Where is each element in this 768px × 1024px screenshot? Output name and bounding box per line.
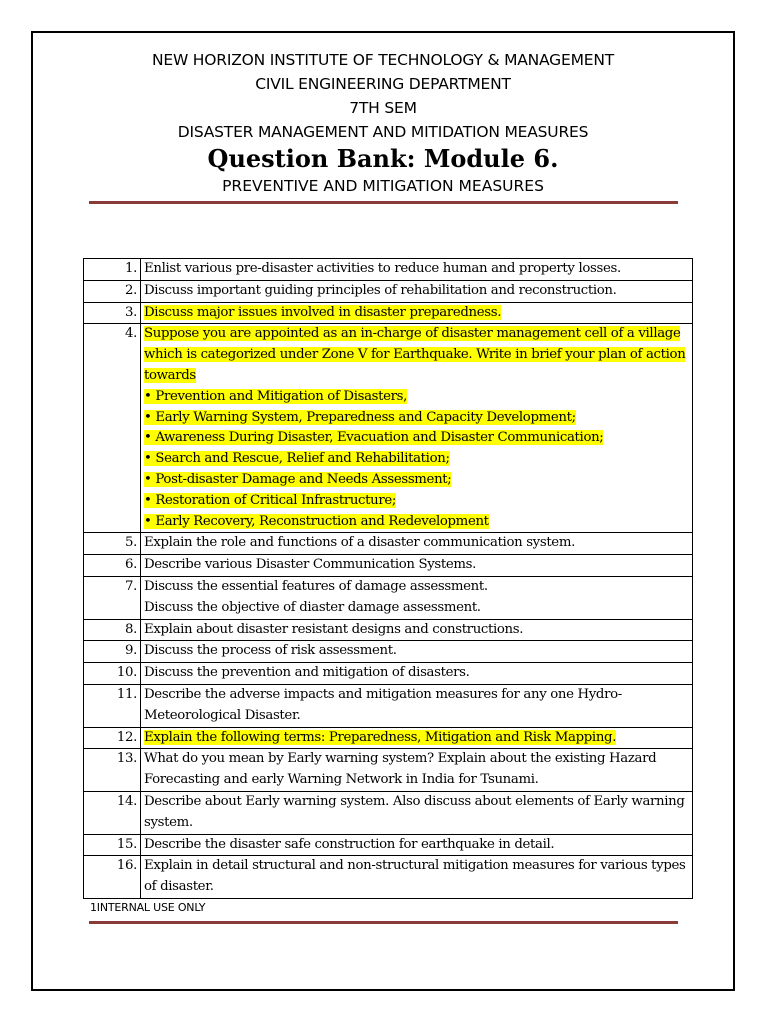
question-text: Suppose you are appointed as an in-charge of disaster management cell of a village which is categorized under Zone V for Earthquake. Write in brief your plan of action towards — [144, 326, 686, 383]
question-number: 16. — [84, 856, 141, 899]
question-text: Describe about Early warning system. Also discuss about elements of Early warning system. — [141, 791, 693, 834]
list-item — [144, 491, 690, 512]
question-text: Describe various Disaster Communication Systems. — [141, 555, 693, 577]
question-number: 13. — [84, 749, 141, 792]
question-number: 4. — [84, 324, 141, 533]
semester-label: 7TH SEM — [349, 99, 417, 117]
table-row — [84, 749, 693, 792]
question-cell — [141, 727, 693, 749]
question-number: 7. — [84, 576, 141, 619]
question-cell — [141, 324, 693, 533]
question-number: 11. — [84, 684, 141, 727]
question-text: Describe the adverse impacts and mitigation measures for any one Hydro-Meteorological Disaster. — [141, 684, 693, 727]
list-item — [144, 512, 690, 533]
table-row — [84, 555, 693, 577]
question-text: Explain the role and functions of a disaster communication system. — [141, 533, 693, 555]
table-row — [84, 856, 693, 899]
table-row — [84, 280, 693, 302]
question-number: 8. — [84, 619, 141, 641]
table-row — [84, 791, 693, 834]
list-item — [144, 408, 690, 429]
question-number: 6. — [84, 555, 141, 577]
subject-name: DISASTER MANAGEMENT AND MITIDATION MEASURES — [177, 123, 589, 141]
table-row — [84, 727, 693, 749]
question-text: Discuss the process of risk assessment. — [141, 641, 693, 663]
bullet-text: • Awareness During Disaster, Evacuation and Disaster Communication; — [144, 430, 604, 446]
footer-note: 1INTERNAL USE ONLY — [90, 901, 206, 914]
footer-divider — [89, 921, 678, 924]
list-item — [144, 428, 690, 449]
question-text: What do you mean by Early warning system? Explain about the existing Hazard Forecasting and early Warning Network in India for Tsunami. — [141, 749, 693, 792]
bullet-text: • Restoration of Critical Infrastructure; — [144, 492, 397, 508]
question-number: 12. — [84, 727, 141, 749]
table-row — [84, 619, 693, 641]
module-subtitle: PREVENTIVE AND MITIGATION MEASURES — [222, 177, 544, 195]
table-row — [84, 324, 693, 533]
list-item — [144, 387, 690, 408]
question-text: Discuss the prevention and mitigation of disasters. — [141, 663, 693, 685]
question-text: Enlist various pre-disaster activities to reduce human and property losses. — [141, 259, 693, 281]
question-text: Describe the disaster safe construction for earthquake in detail. — [141, 834, 693, 856]
question-text: Discuss the objective of diaster damage assessment. — [144, 599, 481, 615]
question-text: Discuss important guiding principles of rehabilitation and reconstruction. — [141, 280, 693, 302]
question-number: 3. — [84, 302, 141, 324]
question-cell — [141, 576, 693, 619]
question-number: 2. — [84, 280, 141, 302]
table-row — [84, 576, 693, 619]
bullet-list — [144, 387, 690, 533]
list-item — [144, 470, 690, 491]
bullet-text: • Early Warning System, Preparedness and Capacity Development; — [144, 409, 576, 425]
bullet-text: • Prevention and Mitigation of Disasters, — [144, 388, 408, 404]
question-text: Explain about disaster resistant designs and constructions. — [141, 619, 693, 641]
department-name: CIVIL ENGINEERING DEPARTMENT — [255, 75, 511, 93]
question-number: 1. — [84, 259, 141, 281]
question-text: Explain the following terms: Preparedness, Mitigation and Risk Mapping. — [144, 729, 617, 745]
question-table — [83, 258, 693, 899]
table-row — [84, 641, 693, 663]
question-number: 14. — [84, 791, 141, 834]
question-number: 9. — [84, 641, 141, 663]
institute-name: NEW HORIZON INSTITUTE OF TECHNOLOGY & MANAGEMENT — [151, 51, 615, 69]
table-row — [84, 684, 693, 727]
table-row — [84, 302, 693, 324]
page-title: Question Bank: Module 6. — [207, 144, 559, 173]
bullet-text: • Early Recovery, Reconstruction and Redevelopment — [144, 513, 489, 529]
table-row — [84, 663, 693, 685]
table-row — [84, 533, 693, 555]
question-cell — [141, 302, 693, 324]
table-row — [84, 259, 693, 281]
question-text: Discuss the essential features of damage assessment. — [144, 578, 488, 594]
bullet-text: • Search and Rescue, Relief and Rehabilitation; — [144, 451, 450, 467]
question-number: 10. — [84, 663, 141, 685]
question-number: 15. — [84, 834, 141, 856]
question-text: Explain in detail structural and non-structural mitigation measures for various types of disaster. — [141, 856, 693, 899]
document-header — [31, 48, 735, 198]
question-number: 5. — [84, 533, 141, 555]
header-divider — [89, 201, 678, 204]
bullet-text: • Post-disaster Damage and Needs Assessment; — [144, 471, 452, 487]
table-row — [84, 834, 693, 856]
question-text: Discuss major issues involved in disaster preparedness. — [144, 304, 502, 320]
list-item — [144, 449, 690, 470]
